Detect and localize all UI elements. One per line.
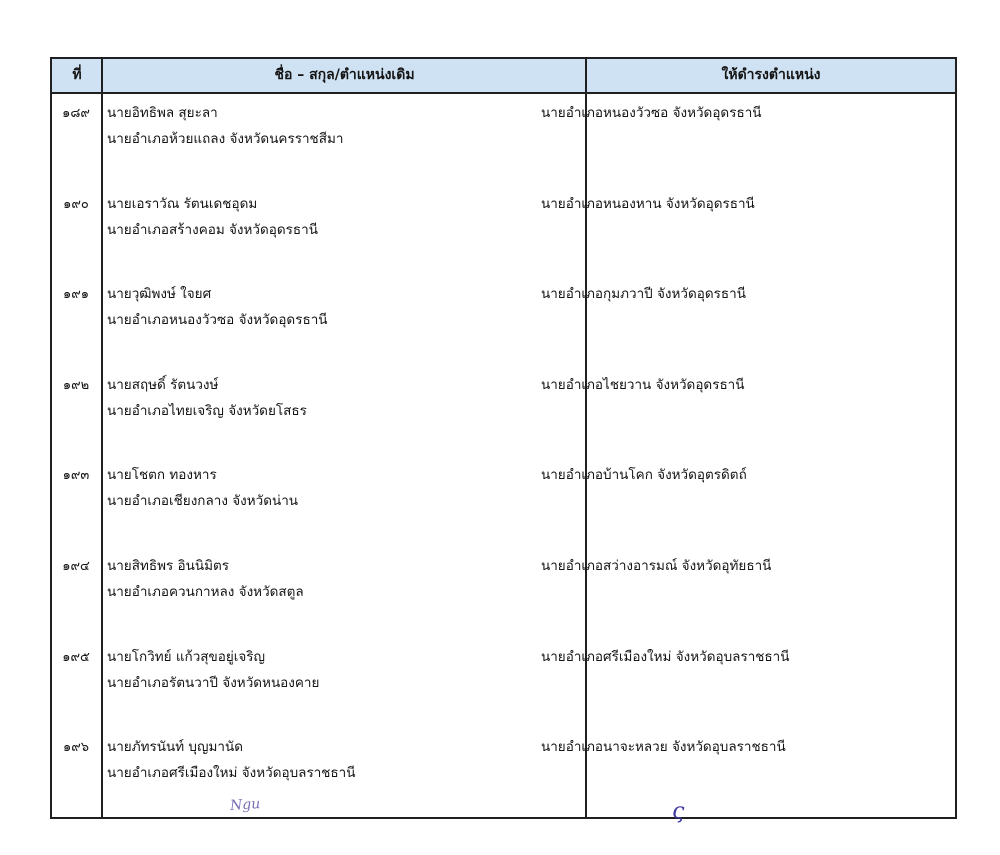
table-row xyxy=(52,185,955,276)
table-row xyxy=(52,366,955,457)
table-header xyxy=(52,59,955,94)
row-number: ๑๘๙ xyxy=(62,106,90,121)
person-name: นายสฤษดิ์ รัตนวงษ์ xyxy=(107,376,219,393)
row-number: ๑๙๒ xyxy=(62,377,90,393)
table-row xyxy=(52,638,955,729)
old-position: นายอำเภอไทยเจริญ จังหวัดยโสธร xyxy=(107,402,307,419)
name-old-position-cell xyxy=(107,462,527,514)
person-name: นายสิทธิพร อินนิมิตร xyxy=(107,557,230,574)
new-position: นายอำเภอหนองวัวซอ จังหวัดอุดรธานี xyxy=(541,105,762,121)
old-position: นายอำเภอศรีเมืองใหม่ จังหวัดอุบลราชธานี xyxy=(107,765,356,782)
old-position: นายอำเภอควนกาหลง จังหวัดสตูล xyxy=(107,583,304,600)
new-position: นายอำเภอหนองหาน จังหวัดอุดรธานี xyxy=(541,195,755,212)
row-number: ๑๙๕ xyxy=(62,649,90,665)
name-old-position-cell xyxy=(107,100,527,152)
name-old-position-cell xyxy=(107,372,527,424)
new-position: นายอำเภอศรีเมืองใหม่ จังหวัดอุบลราชธานี xyxy=(541,648,790,665)
table-row xyxy=(52,94,955,185)
name-old-position-cell xyxy=(107,191,527,243)
new-position: นายอำเภอนาจะหลวย จังหวัดอุบลราชธานี xyxy=(541,739,786,756)
table-body xyxy=(52,94,955,819)
old-position: นายอำเภอเชียงกลาง จังหวัดน่าน xyxy=(107,493,299,510)
header-no: ที่ xyxy=(72,67,82,83)
name-old-position-cell xyxy=(107,553,527,605)
table-row xyxy=(52,728,955,819)
new-position: นายอำเภอบ้านโคก จังหวัดอุตรดิตถ์ xyxy=(541,467,747,484)
person-name: นายโชตก ทองหาร xyxy=(107,467,217,484)
row-number: ๑๙๖ xyxy=(62,740,90,756)
row-number: ๑๙๓ xyxy=(62,468,90,484)
name-old-position-cell xyxy=(107,644,527,696)
header-new-position: ให้ดำรงตำแหน่ง xyxy=(721,67,821,83)
new-position: นายอำเภอสว่างอารมณ์ จังหวัดอุทัยธานี xyxy=(541,557,772,574)
person-name: นายอิทธิพล สุยะลา xyxy=(107,105,218,121)
new-position: นายอำเภอไชยวาน จังหวัดอุดรธานี xyxy=(541,376,745,393)
old-position: นายอำเภอห้วยแถลง จังหวัดนครราชสีมา xyxy=(107,131,344,147)
old-position: นายอำเภอรัตนวาปี จังหวัดหนองคาย xyxy=(107,674,320,691)
person-name: นายโกวิทย์ แก้วสุขอยู่เจริญ xyxy=(107,648,266,665)
new-position: นายอำเภอกุมภวาปี จังหวัดอุดรธานี xyxy=(541,286,746,303)
row-number: ๑๙๐ xyxy=(63,196,89,212)
name-old-position-cell xyxy=(107,734,527,786)
appointment-table xyxy=(50,57,957,819)
header-name-old-position: ชื่อ – สกุล/ตำแหน่งเดิม xyxy=(274,67,415,83)
table-row xyxy=(52,456,955,547)
person-name: นายวุฒิพงษ์ ใจยศ xyxy=(107,286,212,303)
old-position: นายอำเภอสร้างคอม จังหวัดอุดรธานี xyxy=(107,221,318,238)
table-row xyxy=(52,275,955,366)
name-old-position-cell xyxy=(107,281,527,333)
person-name: นายเอราวัณ รัตนเดชอุดม xyxy=(107,195,258,212)
table-row xyxy=(52,547,955,638)
person-name: นายภัทรนันท์ บุญมานัด xyxy=(107,739,243,756)
row-number: ๑๙๔ xyxy=(62,558,90,574)
handwritten-initial-left: Ngu xyxy=(229,795,261,815)
handwritten-initial-right: ς xyxy=(672,799,685,824)
old-position: นายอำเภอหนองวัวซอ จังหวัดอุดรธานี xyxy=(107,312,328,329)
row-number: ๑๙๑ xyxy=(62,287,90,303)
